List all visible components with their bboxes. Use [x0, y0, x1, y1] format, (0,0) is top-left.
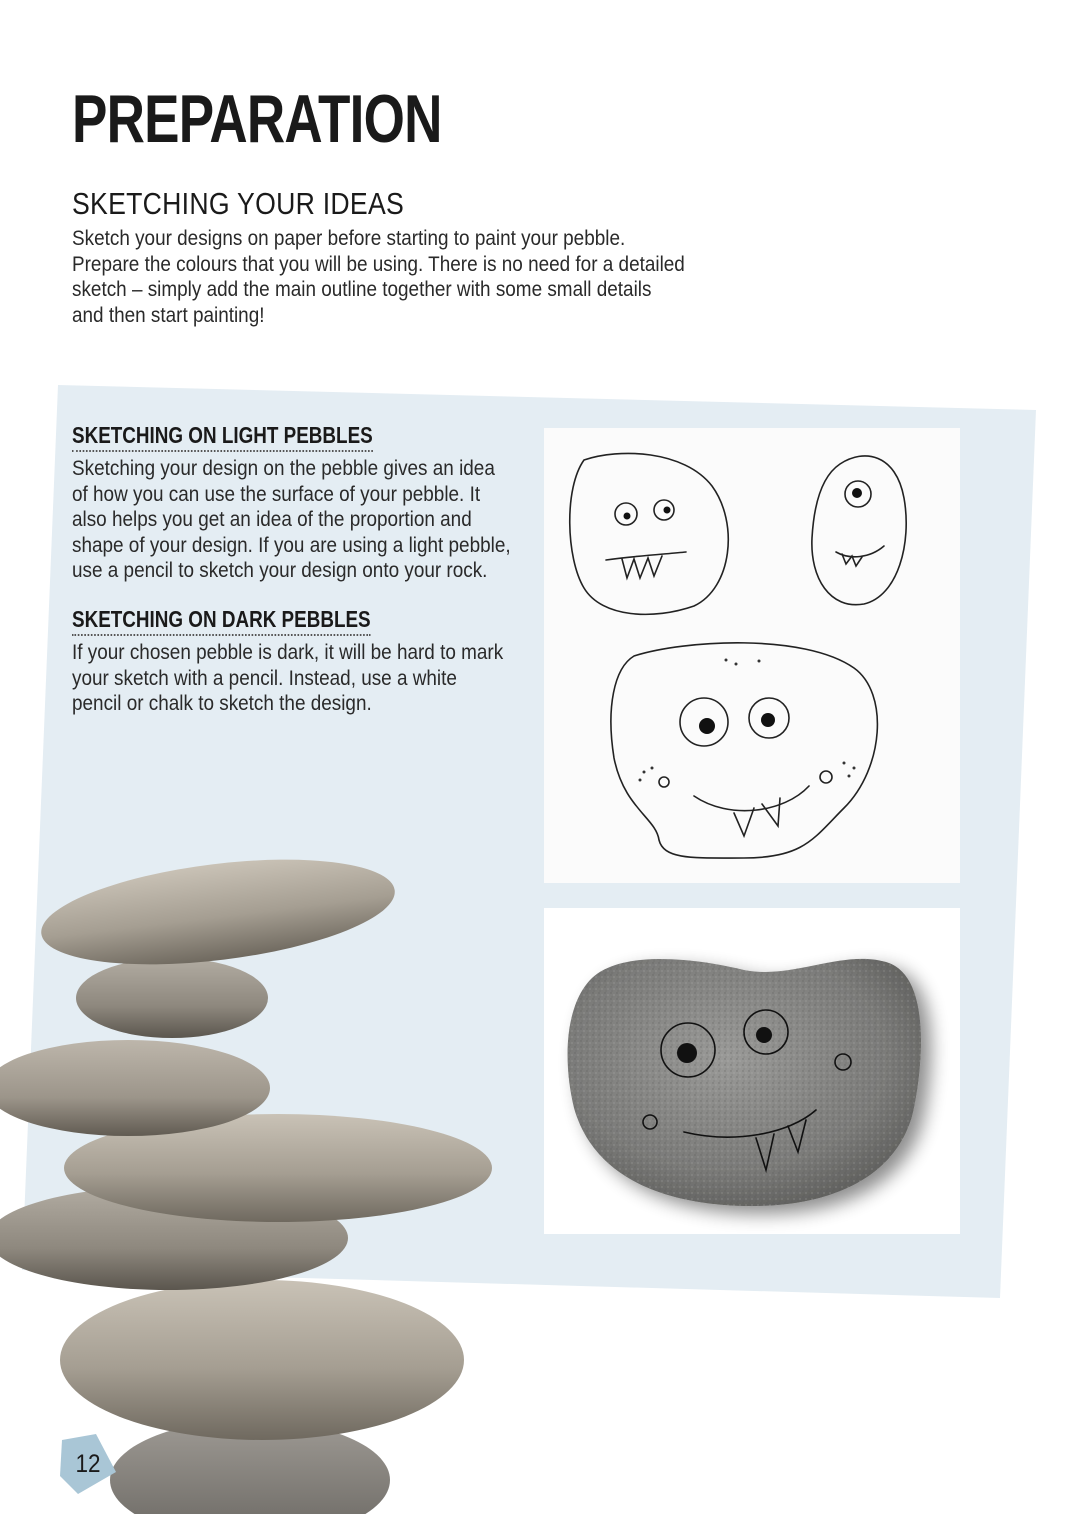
light-pebbles-paragraph	[72, 456, 521, 584]
page-number-badge	[58, 1432, 118, 1498]
pebble	[35, 843, 400, 982]
dark-line: your sketch with a pencil. Instead, use a white	[72, 665, 457, 690]
monster-sketch-image	[544, 428, 960, 883]
sub-heading-dark-pebbles: SKETCHING ON DARK PEBBLES	[72, 606, 371, 636]
sub-heading-light-pebbles: SKETCHING ON LIGHT PEBBLES	[72, 422, 373, 452]
section-heading-sketching-ideas: SKETCHING YOUR IDEAS	[72, 186, 405, 221]
face-outline	[570, 453, 729, 614]
light-line: Sketching your design on the pebble gives an idea	[72, 456, 495, 480]
dark-line: pencil or chalk to sketch the design.	[72, 691, 372, 716]
pebble-photo-drawing	[544, 908, 960, 1234]
intro-paragraph	[72, 226, 706, 328]
light-line: shape of your design. If you are using a light pebble,	[72, 532, 511, 557]
pebble	[76, 958, 268, 1038]
face-outline	[611, 643, 877, 858]
light-line: of how you can use the surface of your pebble. It	[72, 481, 481, 506]
light-line: use a pencil to sketch your design onto your rock.	[72, 558, 488, 583]
sketched-pebble-photo	[544, 908, 960, 1234]
page-title: PREPARATION	[72, 81, 442, 157]
face-outline	[812, 456, 906, 605]
dark-pebbles-paragraph	[72, 640, 521, 717]
intro-line: Sketch your designs on paper before starting to paint your pebble.	[72, 226, 626, 250]
pebble	[60, 1280, 464, 1440]
intro-line: Prepare the colours that you will be using. There is no need for a detailed	[72, 251, 685, 276]
intro-line: and then start painting!	[72, 302, 265, 327]
stacked-pebbles-photo	[0, 840, 520, 1514]
intro-line: sketch – simply add the main outline together with some small details	[72, 277, 652, 301]
monster-sketch-drawing	[544, 428, 960, 883]
dark-line: If your chosen pebble is dark, it will be hard to mark	[72, 640, 504, 664]
page-number: 12	[75, 1450, 101, 1478]
light-line: also helps you get an idea of the proportion and	[72, 507, 472, 532]
